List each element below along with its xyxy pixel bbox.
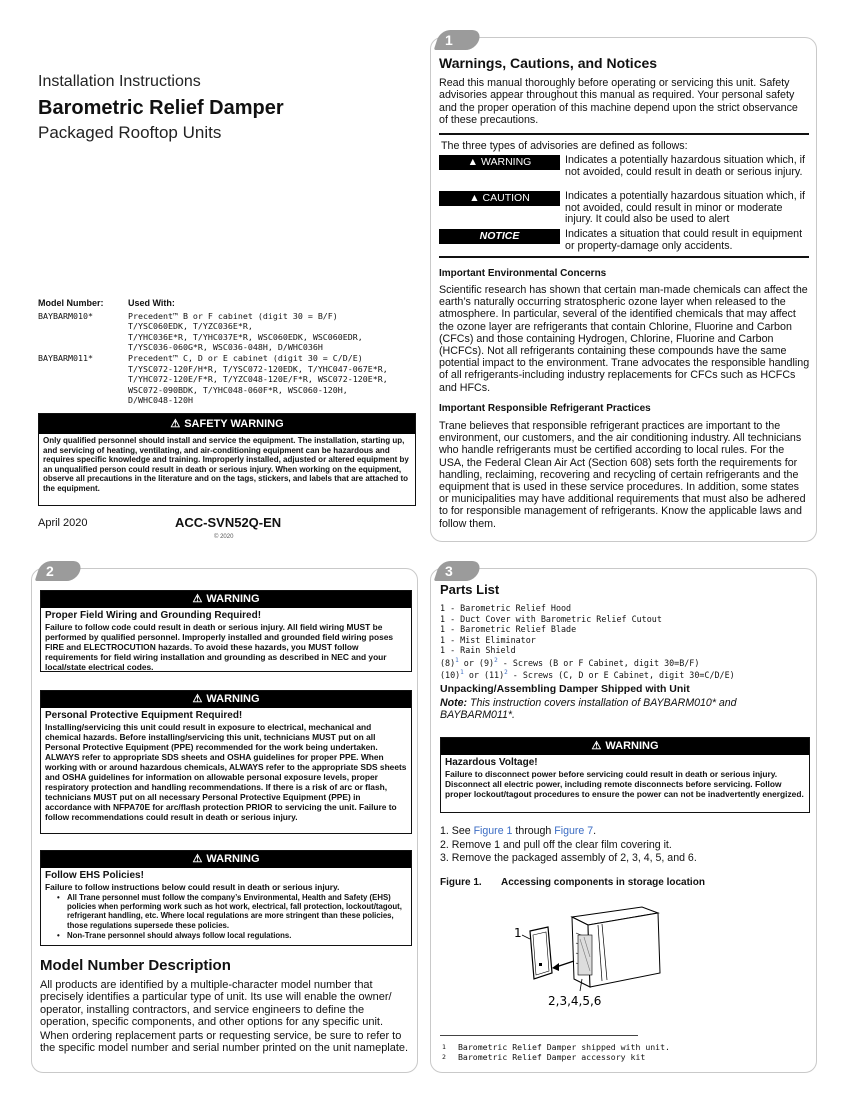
model-number-cell: BAYBARM010* — [38, 310, 93, 321]
footnotes — [442, 1042, 670, 1063]
list-item: • Non-Trane personnel should always follow local regulations. — [57, 931, 407, 940]
document-number: ACC-SVN52Q-EN — [175, 515, 282, 530]
footnote: 2 Barometric Relief Damper accessory kit — [442, 1052, 646, 1063]
storage-location-illustration — [510, 895, 670, 1010]
warning-triangle-icon: ⚠ — [192, 593, 203, 605]
footnote-ref[interactable]: 2 — [494, 656, 498, 664]
used-with-header: Used With: — [128, 298, 175, 308]
figure-callout-1: 1 — [514, 926, 522, 940]
panel-tab: 3 — [434, 561, 482, 581]
figure-7-link[interactable]: Figure 7 — [554, 825, 594, 837]
safety-warning-text: Only qualified personnel should install and service the equipment. The installation, starting up, and servicing of heating, ventilating, and air-conditioning equipment can be hazardous and requires specific knowledge and training. Improperly installed, adjusted or altered equipment by an unqualified person could result in death or serious injury. When working on the equipment, observe all precautions in the literature and on the tags, stickers, and labels that are attached to the equipment. — [43, 436, 409, 493]
model-number-header: Model Number: — [38, 298, 104, 308]
warning-text: Installing/servicing this unit could result in exposure to electrical, mechanical and chemical hazards. Before installing/servicing this unit, technicians MUST put on all Personal Protective Equipment (PPE) recommended for the work being undertaken. ALWAYS refer to appropriate SDS sheets and OSHA guidelines for proper PPE. When working with or around hazardous chemicals, ALWAYS refer to the appropriate SDS sheets and OSHA guidelines for information on allowable personal exposure levels, proper respiratory protection and handling recommendations. If there is a risk of arc or flash, technicians MUST put on all necessary Personal Protective Equipment (PPE) in accordance with NFPA70E for arc/flash protection PRIOR to servicing the unit. Failure to follow recommendations could result in death or serious injury. — [45, 722, 407, 822]
list-item: 1 - Rain Shield — [440, 645, 516, 656]
footnote-ref[interactable]: 1 — [455, 656, 459, 664]
document-title: Barometric Relief Damper — [38, 97, 284, 119]
model-number-table — [38, 298, 418, 406]
publication-date: April 2020 — [38, 517, 88, 529]
warning-triangle-icon: ⚠ — [192, 693, 203, 705]
intro-paragraph: Read this manual thoroughly before operating or servicing this unit. Safety advisories appear throughout this manual as required. Your personal safety and the proper operation of this machine depend upon the strict observance of these precautions. — [439, 77, 798, 127]
list-item: • All Trane personnel must follow the company’s Environmental, Health and Safety (EHS) policies when performing work such as hot work, electrical, fall protection, lockout/tagout, refrigerant handling, etc. Where local regulations are more stringent than these policies, those regulations supersede these policies. — [57, 893, 407, 930]
list-item: 1 - Duct Cover with Barometric Relief Cutout — [440, 613, 662, 624]
figure-1-link[interactable]: Figure 1 — [473, 825, 513, 837]
document-subtitle: Packaged Rooftop Units — [38, 123, 222, 142]
warning-heading: Hazardous Voltage! — [445, 757, 538, 768]
section-title: Warnings, Cautions, and Notices — [439, 55, 658, 71]
document-type: Installation Instructions — [38, 73, 201, 90]
list-item: 1 - Mist Eliminator — [440, 634, 536, 645]
safety-warning-box — [38, 413, 416, 506]
list-item: 1 - Barometric Relief Hood — [440, 603, 572, 613]
footnote: 1 Barometric Relief Damper shipped with unit. — [442, 1042, 670, 1052]
footnote-ref[interactable]: 1 — [460, 669, 464, 677]
divider — [439, 133, 809, 135]
warning-triangle-icon: ⚠ — [192, 853, 203, 865]
warning-heading: Personal Protective Equipment Required! — [45, 710, 243, 721]
panel-tab: 2 — [35, 561, 83, 581]
refrigerant-heading: Important Responsible Refrigerant Practices — [439, 403, 651, 414]
warning-box-ppe: ⚠ WARNING Personal Protective Equipment Required! Installing/servicing this unit could result in exposure to electrical, mechanical and chemical hazards. Before installing/servicing this unit, technicians MUST put on all Personal Protective Equipment (PPE) recommended for the work being undertaken. ALWAYS refer to appropriate SDS sheets and OSHA guidelines for proper PPE. When working with or around hazardous chemicals, ALWAYS refer to the appropriate SDS sheets and OSHA guidelines for information on allowable personal exposure levels, proper respiratory protection and handling recommendations. If there is a risk of arc or flash, technicians MUST put on all necessary Personal Protective Equipment (PPE) in accordance with NFPA70E for arc/flash protection PRIOR to servicing the unit. Failure to follow recommendations could result in death or serious injury. — [40, 690, 412, 834]
model-number-cell: BAYBARM011* — [38, 352, 93, 363]
unpack-heading: Unpacking/Assembling Damper Shipped with Unit — [440, 683, 690, 695]
safety-warning-label: SAFETY WARNING — [184, 418, 284, 430]
warning-text: Failure to follow code could result in death or serious injury. All field wiring MUST be performed by qualified personnel. Improperly installed and grounded field wiring poses FIRE and ELECTROCUTION hazards. To avoid these hazards, you MUST follow requirements for field wiring installation and grounding as described in NEC and your local/state electrical codes. — [45, 622, 394, 672]
mnd-paragraph-1: All products are identified by a multiple-character model number that precisely identifies a particular type of unit. Its use will enable the owner/ operator, installing contractors, and service engineers to define the operation, specific components, and other options for any specific unit. — [40, 979, 392, 1029]
footnote-ref[interactable]: 2 — [504, 669, 508, 677]
divider — [439, 256, 809, 258]
note-label: Note: — [440, 697, 468, 709]
parts-list-title: Parts List — [440, 582, 500, 597]
warning-heading: Proper Field Wiring and Grounding Required! — [45, 610, 262, 621]
warning-box-field-wiring: ⚠ WARNING Proper Field Wiring and Grounding Required! Failure to follow code could result in death or serious injury. All field wiring MUST be performed by qualified personnel. Improperly installed and grounded field wiring poses FIRE and ELECTROCUTION hazards. To avoid these hazards, you MUST follow requirements for field wiring installation and grounding as described in NEC and your local/state electrical codes. — [40, 590, 412, 672]
warning-text: Failure to follow instructions below could result in death or serious injury. — [45, 882, 340, 892]
list-item: 3. Remove the packaged assembly of 2, 3, 4, 5, and 6. — [440, 852, 697, 865]
figure-caption: Figure 1. Accessing components in storage location — [440, 877, 705, 888]
list-item: 2. Remove 1 and pull off the clear film covering it. — [440, 838, 672, 851]
list-item: 1 - Barometric Relief Blade — [440, 624, 577, 635]
env-paragraph: Scientific research has shown that certain man-made chemicals can affect the earth’s naturally occurring stratospheric ozone layer when released to the atmosphere. In particular, several of the identified chemicals that may affect the ozone layer are refrigerants that contain Chlorine, Fluorine and Carbon (CFCs) and those containing Hydrogen, Chlorine, Fluorine and Carbon (HCFCs). Not all refrigerants containing these compounds have the same potential impact to the environment. Trane advocates the responsible handling of all refrigerants-including industry replacements for CFCs such as HCFCs and HFCs. — [439, 284, 810, 394]
warning-box-hazardous-voltage: ⚠ WARNING Hazardous Voltage! Failure to disconnect power before servicing could result in death or serious injury. Disconnect all electric power, including remote disconnects before servicing. Follow proper lockout/tagout procedures to ensure the power can not be inadvertently energized. — [440, 737, 810, 813]
advisory-warning: ▲ WARNING Indicates a potentially hazardous situation which, if not avoided, could result in death or serious injury. — [439, 155, 811, 178]
refrigerant-paragraph: Trane believes that responsible refrigerant practices are important to the environment, our customers, and the air conditioning industry. All technicians who handle refrigerants must be certified according to local rules. For the USA, the Federal Clean Air Act (Section 608) sets forth the requirements for handling, reclaiming, recovering and recycling of certain refrigerants and the equipment that is used in these service procedures. In addition, some states or municipalities may have additional requirements that must also be adhered to for responsible management of refrigerants. Know the applicable laws and follow them. — [439, 420, 806, 530]
advisory-intro: The three types of advisories are defined as follows: — [441, 140, 688, 152]
env-heading: Important Environmental Concerns — [439, 268, 607, 279]
warning-triangle-icon: ⚠ — [591, 740, 602, 752]
mnd-paragraph-2: When ordering replacement parts or requesting service, be sure to refer to the specific model number and serial number printed on the unit nameplate. — [40, 1030, 409, 1055]
used-with-cell: Precedent™ C, D or E cabinet (digit 30 = C/D/E) T/YSC072-120F/H*R, T/YSC072-120EDK, T/YHC047-067E*R, T/YHC072-120E/F*R, T/YZC048-120E/F*R, WSC072-120E*R, WSC072-090BDK, T/YHC048-060F*R, WSC060-120H, D/WHC048-120H — [128, 352, 388, 406]
warning-triangle-icon: ⚠ — [170, 418, 181, 430]
figure-callout-2: 2,3,4,5,6 — [548, 994, 602, 1008]
advisory-caution: ▲ CAUTION Indicates a potentially hazardous situation which, if not avoided, could result in minor or moderate injury. It could also be used to alert — [439, 191, 811, 226]
panel-tab: 1 — [434, 30, 482, 50]
warning-text: Failure to disconnect power before servicing could result in death or serious injury. Disconnect all electric power, including remote disconnects before servicing. Follow proper lockout/tagout procedures to ensure the power can not be inadvertently energized. — [445, 769, 804, 799]
warning-heading: Follow EHS Policies! — [45, 870, 144, 881]
copyright: © 2020 — [214, 534, 234, 540]
note: Note: This instruction covers installation of BAYBARM010* and BAYBARM011*. — [440, 697, 737, 721]
procedure-steps — [440, 825, 697, 866]
model-number-description-title: Model Number Description — [40, 957, 231, 974]
footnote-divider — [440, 1035, 638, 1036]
list-item: $(8)^1$ or $(9)^2$ - Screws (B or F Cabinet, digit 30=B/F) — [440, 656, 700, 668]
parts-list — [440, 603, 735, 681]
warning-triangle-icon: ▲ — [467, 156, 481, 168]
warning-box-ehs: ⚠ WARNING Follow EHS Policies! Failure to follow instructions below could result in death or serious injury. • All Trane personnel must follow the company’s Environmental, Health and Safety (EHS) policies when performing work such as hot work, electrical, fall protection, lockout/tagout, refrigerant handling, etc. Where local regulations are more stringent than these policies, those regulations supersede these policies. • Non-Trane personnel should always follow local regulations. — [40, 850, 412, 946]
ehs-bullet-list — [45, 893, 407, 940]
advisory-notice: NOTICE Indicates a situation that could result in equipment or property-damage only accidents. — [439, 229, 811, 252]
list-item: $(10)^1$ or $(11)^2$ - Screws (C, D or E Cabinet, digit 30=C/D/E) — [440, 669, 735, 681]
list-item: 1. See Figure 1 through Figure 7. — [440, 825, 597, 837]
warning-triangle-icon: ▲ — [469, 192, 483, 204]
used-with-cell: Precedent™ B or F cabinet (digit 30 = B/F) T/YSC060EDK, T/YZC036E*R, T/YHC036E*R, T/YHC037E*R, WSC060EDK, WSC060EDR, T/YSC036-060G*R, WSC036-048H, D/WHC036H — [128, 310, 363, 353]
